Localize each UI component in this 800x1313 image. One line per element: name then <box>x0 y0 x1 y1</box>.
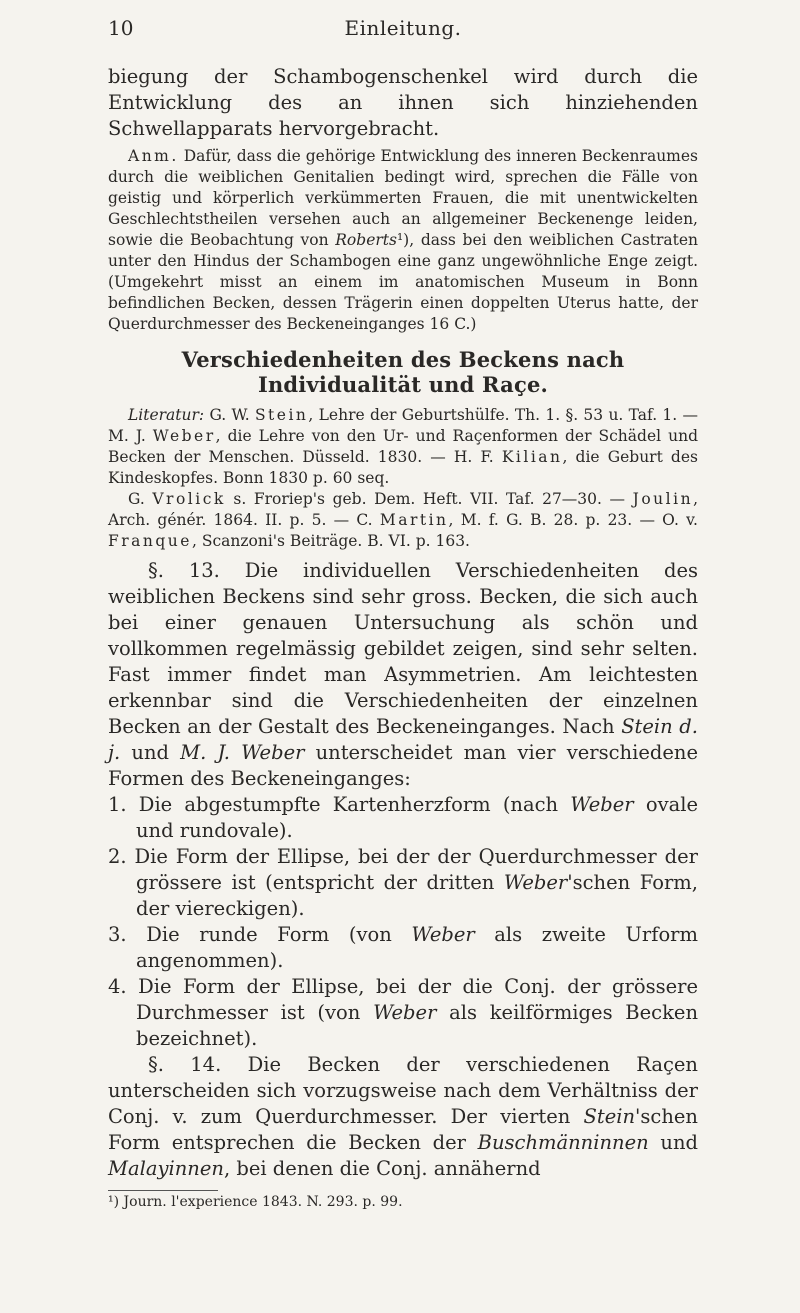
paragraph-13: §. 13. Die individuellen Verschiedenheiten des weiblichen Beckens sind sehr gross. Becken, die sich auch bei einer genauen Untersuchung als schön und vollkommen regelmässig gebildet zeigen, sind sehr selten. Fast immer findet man Asymmetrien. Am leichtesten erkennbar sind die Verschiedenheiten der einzelnen Becken an der Gestalt des Beckeneinganges. Nach Stein d. j. und M. J. Weber unterscheidet man vier verschiedene Formen des Beckeneinganges: <box>108 559 698 790</box>
footnote: ¹) Journ. l'experience 1843. N. 293. p. 99. <box>108 1194 403 1210</box>
annotation-paragraph: Anm. Dafür, dass die gehörige Entwicklung des inneren Beckenraumes durch die weiblichen Genitalien bedingt wird, sprechen die Fälle von geistig und körperlich verkümmerten Frauen, die mit unentwickelten Geschlechtstheilen versehen auch an allgemeiner Beckenenge leiden, sowie die Beobachtung von Roberts¹), dass bei den weiblichen Castraten unter den Hindus der Schambogen eine ganz ungewöhnliche Enge zeigt. (Umgekehrt misst an einem im anatomischen Museum in Bonn befindlichen Becken, dessen Trägerin einen doppelten Uterus hatte, der Querdurchmesser des Beckeneinganges 16 C.) <box>108 147 698 333</box>
list-item: 4. Die Form der Ellipse, bei der die Conj. der grössere Durchmesser ist (von Weber als keilförmiges Becken bezeichnet). <box>108 975 698 1050</box>
footnote-marker: ¹) <box>396 231 410 249</box>
page-number: 10 <box>108 16 134 40</box>
literature-label: Literatur: <box>128 406 205 424</box>
running-title: Einleitung. <box>344 16 462 40</box>
page-body <box>108 64 698 1211</box>
author-roberts: Roberts <box>335 231 397 249</box>
section-heading: Verschiedenheiten des Beckens nach Individualität und Raçe. <box>181 347 625 397</box>
intro-paragraph: biegung der Schambogenschenkel wird durch die Entwicklung des an ihnen sich hinziehenden Schwellapparats hervorgebracht. <box>108 65 698 140</box>
list-item: 2. Die Form der Ellipse, bei der der Querdurchmesser der grössere ist (entspricht der dritten Weber'schen Form, der viereckigen). <box>108 845 698 920</box>
author-weber: M. J. Weber <box>180 741 305 764</box>
forms-list <box>108 792 698 1052</box>
literature-paragraph-2: G. Vrolick s. Froriep's geb. Dem. Heft. VII. Taf. 27—30. — Joulin, Arch. génér. 1864. II. p. 5. — C. Martin, M. f. G. B. 28. p. 23. — O. v. Franque, Scanzoni's Beiträge. B. VI. p. 163. <box>108 490 698 550</box>
page-header <box>108 16 698 46</box>
paragraph-14: §. 14. Die Becken der verschiedenen Raçen unterscheiden sich vorzugsweise nach dem Verhältniss der Conj. v. zum Querdurchmesser. Der vierten Stein'schen Form entsprechen die Becken der Buschmänninnen und Malayinnen, bei denen die Conj. annähernd <box>108 1053 698 1180</box>
literature-paragraph: Literatur: G. W. Stein, Lehre der Geburtshülfe. Th. 1. §. 53 u. Taf. 1. — M. J. Weber, die Lehre von den Ur- und Raçenformen der Schädel und Becken der Menschen. Düsseld. 1830. — H. F. Kilian, die Geburt des Kindeskopfes. Bonn 1830 p. 60 seq. <box>108 406 699 487</box>
anm-label: Anm. <box>128 147 179 165</box>
list-item: 3. Die runde Form (von Weber als zweite Urform angenommen). <box>108 923 698 972</box>
list-item: 1. Die abgestumpfte Kartenherzform (nach Weber ovale und rundovale). <box>108 793 698 842</box>
author-stein: Stein d. j. <box>108 715 698 764</box>
footnote-divider <box>108 1190 218 1191</box>
